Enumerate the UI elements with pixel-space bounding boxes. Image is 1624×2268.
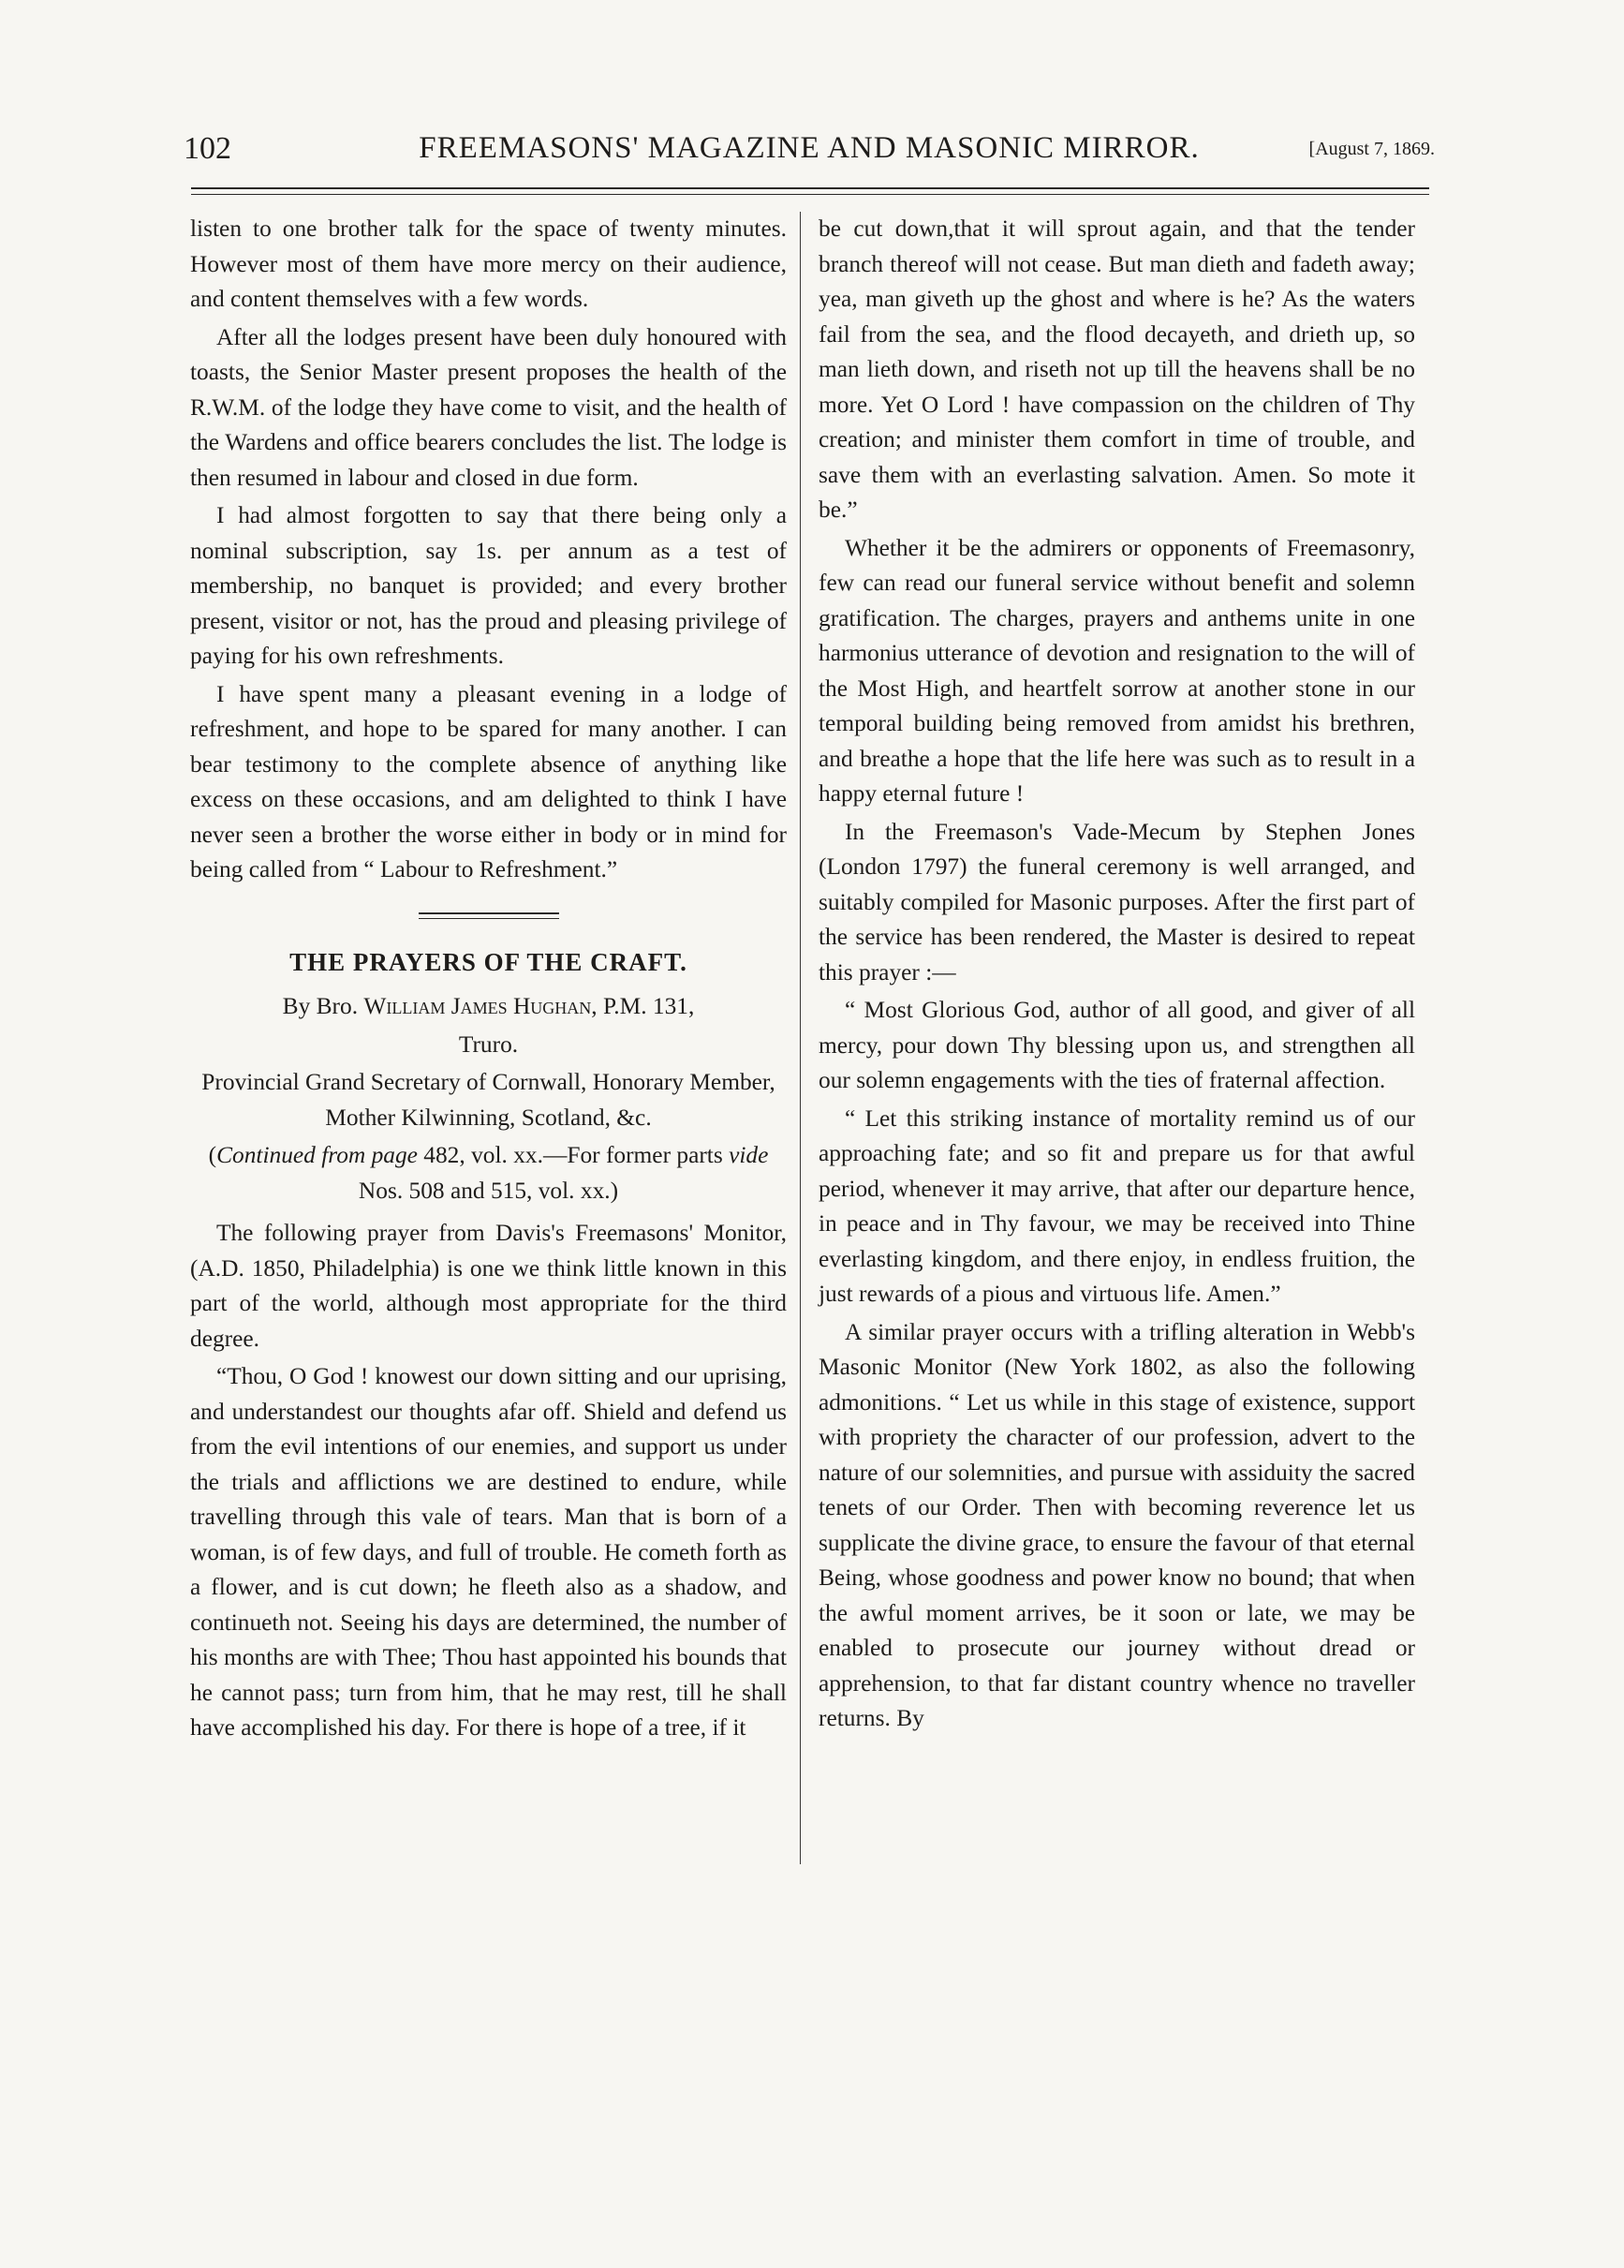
right-column (819, 212, 1415, 1737)
author-affiliation: Provincial Grand Secretary of Cornwall, Honorary Member, Mother Kilwinning, Scotland, &c. (201, 1069, 775, 1131)
prayer-paragraph: “ Most Glorious God, author of all good, and giver of all mercy, pour down Thy blessing upon us, and strengthen all our solemn engagements with the ties of fraternal affection. (819, 997, 1415, 1093)
paragraph: I have spent many a pleasant evening in a lodge of refreshment, and hope to be spared for many another. I can bear testimony to the complete absence of anything like excess on these occasions, and am delighted to think I have never seen a brother the worse either in body or in mind for being called from “ Labour to Refreshment.” (190, 680, 787, 882)
author-name: William James Hughan (363, 993, 592, 1019)
issue-date: [August 7, 1869. (1308, 139, 1435, 159)
paragraph: listen to one brother talk for the space of twenty minutes. However most of them have more mercy on their audience, and content themselves with a few words. (190, 215, 787, 312)
column-rule (800, 212, 801, 1864)
header-rule (191, 187, 1429, 189)
paragraph: Whether it be the admirers or opponents of Freemasonry, few can read our funeral service without benefit and solemn gratification. The charges, prayers and anthems unite in one harmonius utterance of devotion and resignation to the will of the Most High, and heartfelt sorrow at another stone in our temporal building being removed from amidst his brethren, and breathe a hope that the life here was such as to result in a happy eternal future ! (819, 534, 1415, 807)
publication-title: FREEMASONS' MAGAZINE AND MASONIC MIRROR. (419, 131, 1200, 165)
page-header (184, 131, 1435, 178)
paragraph: After all the lodges present have been duly honoured with toasts, the Senior Master present proposes the health of the R.W.M. of the lodge they have come to visit, and the health of the Wardens and office bearers concludes the list. The lodge is then resumed in labour and closed in due form. (190, 323, 787, 491)
left-column (190, 212, 787, 1746)
page-number: 102 (184, 131, 231, 166)
article-byline: By Bro. William James Hughan, P.M. 131, (282, 993, 695, 1019)
prayer-paragraph: “Thou, O God ! knowest our down sitting and our uprising, and understandest our thoughts afar off. Shield and defend us from the evil intentions of our enemies, and support us under the trials and afflictions we are destined to endure, while travelling through this vale of tears. Man that is born of a woman, is of few days, and full of trouble. He cometh forth as a flower, and is cut down; he fleeth also as a shadow, and continueth not. Seeing his days are determined, the number of his months are with Thee; Thou hast appointed his bounds that he cannot pass; turn from him, that he may rest, till he shall have accomplished his day. For there is hope of a tree, if it (190, 1363, 787, 1741)
prayer-paragraph: be cut down,that it will sprout again, and that the tender branch thereof will not cease. But man dieth and fadeth away; yea, man giveth up the ghost and where is he? As the waters fail from the sea, and the flood decayeth, and drieth up, so man lieth down, and riseth not up till the heavens shall be no more. Yet O Lord ! have compassion on the children of Thy creation; and minister them comfort in time of trouble, and save them with an everlasting salvation. Amen. So mote it be.” (819, 215, 1415, 523)
paragraph: The following prayer from Davis's Freemasons' Monitor, (A.D. 1850, Philadelphia) is one we think little known in this part of the world, although most appropriate for the third degree. (190, 1220, 787, 1352)
continuation-note: (Continued from page 482, vol. xx.—For former parts vide Nos. 508 and 515, vol. xx.) (208, 1142, 769, 1204)
paragraph: A similar prayer occurs with a trifling alteration in Webb's Masonic Monitor (New York 1802, as also the following admonitions. “ Let us while in this stage of existence, support with propriety the character of our profession, advert to the nature of our solemnities, and pursue with assiduity the sacred tenets of our Order. Then with becoming reverence let us supplicate the divine grace, to ensure the favour of that eternal Being, whose goodness and power know no bound; that when the awful moment arrives, be it soon or late, we may be enabled to prosecute our journey without dread or apprehension, to that far distant country whence no traveller returns. By (819, 1318, 1415, 1731)
prayer-paragraph: “ Let this striking instance of mortality remind us of our approaching fate; and so fit and prepare us for that awful period, whenever it may arrive, that after our departure hence, in peace and in Thy favour, we may be received into Thine everlasting kingdom, and there enjoy, in endless fruition, the just rewards of a pious and virtuous life. Amen.” (819, 1104, 1415, 1307)
paragraph: In the Freemason's Vade-Mecum by Stephen Jones (London 1797) the funeral ceremony is well arranged, and suitably compiled for Masonic purposes. After the first part of the service has been rendered, the Master is desired to repeat this prayer :— (819, 818, 1415, 986)
article-title: THE PRAYERS OF THE CRAFT. (289, 947, 687, 976)
paragraph: I had almost forgotten to say that there being only a nominal subscription, say 1s. per annum as a test of membership, no banquet is provided; and every brother present, visitor or not, has the proud and pleasing privilege of paying for his own refreshments. (190, 502, 787, 669)
section-divider (419, 912, 559, 919)
header-rule-thin (191, 194, 1429, 195)
author-place: Truro. (458, 1030, 519, 1058)
